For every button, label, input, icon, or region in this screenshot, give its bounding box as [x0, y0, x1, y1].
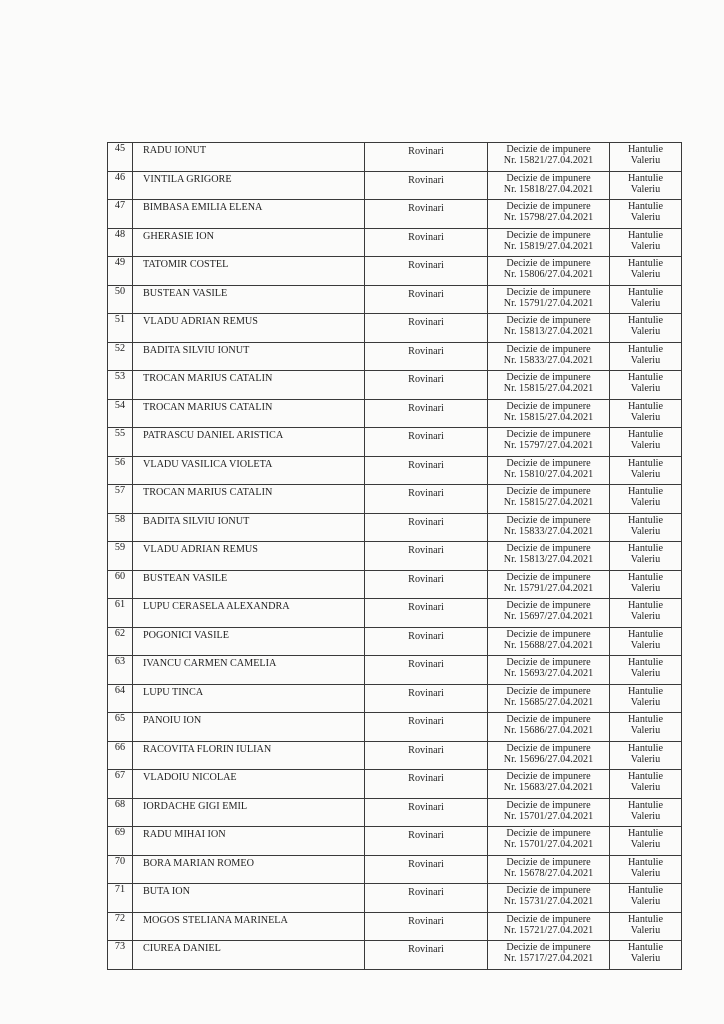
person-name: RADU IONUT	[133, 143, 365, 172]
decision-type: Decizie de impunere	[506, 600, 591, 611]
responsible-cell	[610, 912, 682, 941]
table-row	[108, 314, 682, 343]
decision-cell	[488, 912, 610, 941]
table-row	[108, 342, 682, 371]
person-name: TATOMIR COSTEL	[133, 257, 365, 286]
responsible-cell	[610, 770, 682, 799]
table-row	[108, 713, 682, 742]
decision-cell	[488, 371, 610, 400]
responsible-surname: Hantulie	[627, 628, 664, 640]
responsible-surname: Hantulie	[627, 856, 664, 868]
responsible-surname: Hantulie	[627, 600, 664, 611]
decision-number: Nr. 15683/27.04.2021	[503, 782, 594, 793]
person-name: BUSTEAN VASILE	[133, 285, 365, 314]
location: Rovinari	[365, 599, 488, 628]
decision-type: Decizie de impunere	[506, 771, 591, 782]
table-row	[108, 627, 682, 656]
responsible-surname: Hantulie	[627, 201, 664, 212]
responsible-given-name: Valeriu	[630, 668, 661, 679]
location: Rovinari	[365, 656, 488, 685]
decision-cell	[488, 228, 610, 257]
responsible-cell	[610, 485, 682, 514]
decision-number: Nr. 15696/27.04.2021	[503, 753, 594, 765]
responsible-cell	[610, 143, 682, 172]
decision-number: Nr. 15813/27.04.2021	[503, 326, 594, 337]
responsible-cell	[610, 827, 682, 856]
decision-cell	[488, 684, 610, 713]
decision-cell	[488, 656, 610, 685]
responsible-given-name: Valeriu	[630, 896, 661, 907]
responsible-given-name: Valeriu	[630, 383, 661, 394]
responsible-given-name: Valeriu	[630, 810, 661, 822]
row-number: 52	[108, 342, 133, 371]
decision-cell	[488, 285, 610, 314]
decision-cell	[488, 713, 610, 742]
records-table	[107, 142, 682, 970]
decision-type: Decizie de impunere	[506, 571, 591, 583]
responsible-given-name: Valeriu	[630, 782, 661, 793]
table-row	[108, 285, 682, 314]
person-name: VLADU ADRIAN REMUS	[133, 314, 365, 343]
person-name: BUTA ION	[133, 884, 365, 913]
location: Rovinari	[365, 855, 488, 884]
responsible-given-name: Valeriu	[630, 326, 661, 337]
responsible-surname: Hantulie	[627, 657, 664, 668]
decision-cell	[488, 627, 610, 656]
decision-number: Nr. 15721/27.04.2021	[503, 924, 594, 936]
responsible-surname: Hantulie	[627, 571, 664, 583]
responsible-cell	[610, 171, 682, 200]
decision-number: Nr. 15791/27.04.2021	[503, 297, 594, 309]
person-name: VLADOIU NICOLAE	[133, 770, 365, 799]
responsible-given-name: Valeriu	[630, 411, 661, 423]
decision-number: Nr. 15821/27.04.2021	[503, 155, 594, 166]
decision-cell	[488, 855, 610, 884]
table-row	[108, 941, 682, 970]
decision-type: Decizie de impunere	[506, 714, 591, 725]
decision-number: Nr. 15818/27.04.2021	[503, 183, 594, 195]
row-number: 46	[108, 171, 133, 200]
responsible-given-name: Valeriu	[630, 696, 661, 708]
responsible-cell	[610, 513, 682, 542]
responsible-given-name: Valeriu	[630, 297, 661, 309]
responsible-surname: Hantulie	[627, 543, 664, 554]
person-name: BORA MARIAN ROMEO	[133, 855, 365, 884]
table-row	[108, 770, 682, 799]
responsible-given-name: Valeriu	[630, 725, 661, 736]
location: Rovinari	[365, 456, 488, 485]
decision-type: Decizie de impunere	[506, 885, 591, 896]
responsible-cell	[610, 399, 682, 428]
responsible-cell	[610, 285, 682, 314]
decision-number: Nr. 15833/27.04.2021	[503, 525, 594, 537]
location: Rovinari	[365, 827, 488, 856]
person-name: POGONICI VASILE	[133, 627, 365, 656]
decision-number: Nr. 15806/27.04.2021	[503, 269, 594, 280]
decision-type: Decizie de impunere	[506, 657, 591, 668]
responsible-cell	[610, 741, 682, 770]
decision-number: Nr. 15717/27.04.2021	[503, 953, 594, 964]
decision-cell	[488, 399, 610, 428]
person-name: BADITA SILVIU IONUT	[133, 513, 365, 542]
responsible-surname: Hantulie	[627, 742, 664, 754]
decision-cell	[488, 599, 610, 628]
responsible-cell	[610, 228, 682, 257]
row-number: 48	[108, 228, 133, 257]
decision-type: Decizie de impunere	[506, 628, 591, 640]
responsible-given-name: Valeriu	[630, 582, 661, 594]
responsible-cell	[610, 371, 682, 400]
location: Rovinari	[365, 542, 488, 571]
location: Rovinari	[365, 627, 488, 656]
responsible-surname: Hantulie	[627, 885, 664, 896]
decision-type: Decizie de impunere	[506, 742, 591, 754]
person-name: TROCAN MARIUS CATALIN	[133, 371, 365, 400]
responsible-surname: Hantulie	[627, 172, 664, 184]
responsible-surname: Hantulie	[627, 486, 664, 497]
responsible-surname: Hantulie	[627, 144, 664, 155]
decision-cell	[488, 428, 610, 457]
location: Rovinari	[365, 314, 488, 343]
row-number: 61	[108, 599, 133, 628]
responsible-cell	[610, 599, 682, 628]
responsible-surname: Hantulie	[627, 372, 664, 383]
person-name: VINTILA GRIGORE	[133, 171, 365, 200]
decision-type: Decizie de impunere	[506, 543, 591, 554]
responsible-surname: Hantulie	[627, 258, 664, 269]
person-name: IVANCU CARMEN CAMELIA	[133, 656, 365, 685]
location: Rovinari	[365, 171, 488, 200]
decision-cell	[488, 741, 610, 770]
responsible-cell	[610, 314, 682, 343]
decision-cell	[488, 485, 610, 514]
location: Rovinari	[365, 570, 488, 599]
decision-type: Decizie de impunere	[506, 315, 591, 326]
person-name: RACOVITA FLORIN IULIAN	[133, 741, 365, 770]
responsible-given-name: Valeriu	[630, 924, 661, 936]
decision-type: Decizie de impunere	[506, 144, 591, 155]
row-number: 66	[108, 741, 133, 770]
responsible-given-name: Valeriu	[630, 354, 661, 366]
table-row	[108, 855, 682, 884]
location: Rovinari	[365, 200, 488, 229]
decision-type: Decizie de impunere	[506, 229, 591, 241]
location: Rovinari	[365, 228, 488, 257]
decision-number: Nr. 15833/27.04.2021	[503, 354, 594, 366]
table-row	[108, 912, 682, 941]
location: Rovinari	[365, 371, 488, 400]
location: Rovinari	[365, 770, 488, 799]
table-row	[108, 399, 682, 428]
location: Rovinari	[365, 342, 488, 371]
responsible-given-name: Valeriu	[630, 525, 661, 537]
table-row	[108, 684, 682, 713]
table-row	[108, 570, 682, 599]
responsible-cell	[610, 342, 682, 371]
decision-number: Nr. 15701/27.04.2021	[503, 839, 594, 850]
table-row	[108, 228, 682, 257]
row-number: 55	[108, 428, 133, 457]
row-number: 47	[108, 200, 133, 229]
decision-cell	[488, 200, 610, 229]
location: Rovinari	[365, 143, 488, 172]
responsible-surname: Hantulie	[627, 913, 664, 925]
row-number: 72	[108, 912, 133, 941]
decision-cell	[488, 143, 610, 172]
decision-number: Nr. 15819/27.04.2021	[503, 240, 594, 252]
responsible-surname: Hantulie	[627, 828, 664, 839]
responsible-cell	[610, 855, 682, 884]
decision-type: Decizie de impunere	[506, 372, 591, 383]
table-row	[108, 200, 682, 229]
responsible-given-name: Valeriu	[630, 212, 661, 223]
decision-cell	[488, 456, 610, 485]
row-number: 45	[108, 143, 133, 172]
decision-cell	[488, 513, 610, 542]
decision-number: Nr. 15731/27.04.2021	[503, 896, 594, 907]
decision-cell	[488, 941, 610, 970]
decision-cell	[488, 171, 610, 200]
responsible-given-name: Valeriu	[630, 839, 661, 850]
location: Rovinari	[365, 884, 488, 913]
row-number: 62	[108, 627, 133, 656]
decision-cell	[488, 570, 610, 599]
decision-cell	[488, 542, 610, 571]
person-name: CIUREA DANIEL	[133, 941, 365, 970]
person-name: LUPU TINCA	[133, 684, 365, 713]
decision-type: Decizie de impunere	[506, 913, 591, 925]
person-name: RADU MIHAI ION	[133, 827, 365, 856]
responsible-given-name: Valeriu	[630, 183, 661, 195]
location: Rovinari	[365, 741, 488, 770]
decision-type: Decizie de impunere	[506, 486, 591, 497]
responsible-cell	[610, 456, 682, 485]
decision-type: Decizie de impunere	[506, 400, 591, 412]
row-number: 58	[108, 513, 133, 542]
responsible-cell	[610, 884, 682, 913]
table-row	[108, 257, 682, 286]
row-number: 65	[108, 713, 133, 742]
location: Rovinari	[365, 912, 488, 941]
responsible-cell	[610, 542, 682, 571]
decision-number: Nr. 15813/27.04.2021	[503, 554, 594, 565]
person-name: BADITA SILVIU IONUT	[133, 342, 365, 371]
decision-type: Decizie de impunere	[506, 201, 591, 212]
decision-number: Nr. 15791/27.04.2021	[503, 582, 594, 594]
decision-number: Nr. 15810/27.04.2021	[503, 468, 594, 480]
responsible-given-name: Valeriu	[630, 639, 661, 651]
decision-type: Decizie de impunere	[506, 286, 591, 298]
decision-number: Nr. 15815/27.04.2021	[503, 383, 594, 394]
table-row	[108, 428, 682, 457]
responsible-surname: Hantulie	[627, 685, 664, 697]
decision-type: Decizie de impunere	[506, 343, 591, 355]
responsible-cell	[610, 684, 682, 713]
location: Rovinari	[365, 399, 488, 428]
responsible-surname: Hantulie	[627, 457, 664, 469]
responsible-cell	[610, 627, 682, 656]
decision-cell	[488, 342, 610, 371]
table-row	[108, 456, 682, 485]
location: Rovinari	[365, 798, 488, 827]
row-number: 73	[108, 941, 133, 970]
person-name: LUPU CERASELA ALEXANDRA	[133, 599, 365, 628]
responsible-surname: Hantulie	[627, 400, 664, 412]
decision-cell	[488, 257, 610, 286]
responsible-cell	[610, 656, 682, 685]
decision-cell	[488, 314, 610, 343]
row-number: 64	[108, 684, 133, 713]
decision-number: Nr. 15798/27.04.2021	[503, 212, 594, 223]
location: Rovinari	[365, 257, 488, 286]
person-name: MOGOS STELIANA MARINELA	[133, 912, 365, 941]
responsible-cell	[610, 713, 682, 742]
decision-type: Decizie de impunere	[506, 457, 591, 469]
responsible-given-name: Valeriu	[630, 554, 661, 565]
table-row	[108, 656, 682, 685]
responsible-surname: Hantulie	[627, 799, 664, 811]
decision-type: Decizie de impunere	[506, 258, 591, 269]
table-row	[108, 827, 682, 856]
row-number: 56	[108, 456, 133, 485]
table-row	[108, 513, 682, 542]
responsible-given-name: Valeriu	[630, 497, 661, 508]
table-row	[108, 371, 682, 400]
decision-number: Nr. 15678/27.04.2021	[503, 867, 594, 879]
decision-type: Decizie de impunere	[506, 856, 591, 868]
table-row	[108, 798, 682, 827]
decision-type: Decizie de impunere	[506, 172, 591, 184]
table-row	[108, 171, 682, 200]
person-name: BIMBASA EMILIA ELENA	[133, 200, 365, 229]
person-name: BUSTEAN VASILE	[133, 570, 365, 599]
responsible-cell	[610, 570, 682, 599]
responsible-given-name: Valeriu	[630, 440, 661, 451]
table-row	[108, 485, 682, 514]
responsible-surname: Hantulie	[627, 429, 664, 440]
person-name: GHERASIE ION	[133, 228, 365, 257]
location: Rovinari	[365, 513, 488, 542]
row-number: 67	[108, 770, 133, 799]
person-name: TROCAN MARIUS CATALIN	[133, 485, 365, 514]
table-row	[108, 143, 682, 172]
decision-number: Nr. 15693/27.04.2021	[503, 668, 594, 679]
decision-type: Decizie de impunere	[506, 514, 591, 526]
decision-type: Decizie de impunere	[506, 828, 591, 839]
decision-number: Nr. 15815/27.04.2021	[503, 411, 594, 423]
row-number: 53	[108, 371, 133, 400]
person-name: IORDACHE GIGI EMIL	[133, 798, 365, 827]
responsible-surname: Hantulie	[627, 514, 664, 526]
location: Rovinari	[365, 941, 488, 970]
responsible-cell	[610, 941, 682, 970]
responsible-given-name: Valeriu	[630, 867, 661, 879]
decision-number: Nr. 15797/27.04.2021	[503, 440, 594, 451]
table-row	[108, 542, 682, 571]
row-number: 71	[108, 884, 133, 913]
row-number: 60	[108, 570, 133, 599]
row-number: 69	[108, 827, 133, 856]
location: Rovinari	[365, 428, 488, 457]
responsible-surname: Hantulie	[627, 315, 664, 326]
row-number: 63	[108, 656, 133, 685]
records-table-body	[108, 143, 682, 970]
decision-number: Nr. 15688/27.04.2021	[503, 639, 594, 651]
responsible-given-name: Valeriu	[630, 953, 661, 964]
decision-cell	[488, 827, 610, 856]
decision-cell	[488, 770, 610, 799]
responsible-cell	[610, 428, 682, 457]
decision-cell	[488, 884, 610, 913]
responsible-given-name: Valeriu	[630, 468, 661, 480]
row-number: 70	[108, 855, 133, 884]
decision-type: Decizie de impunere	[506, 799, 591, 811]
row-number: 68	[108, 798, 133, 827]
decision-type: Decizie de impunere	[506, 429, 591, 440]
responsible-given-name: Valeriu	[630, 269, 661, 280]
row-number: 54	[108, 399, 133, 428]
decision-number: Nr. 15697/27.04.2021	[503, 611, 594, 622]
responsible-given-name: Valeriu	[630, 753, 661, 765]
person-name: VLADU ADRIAN REMUS	[133, 542, 365, 571]
row-number: 49	[108, 257, 133, 286]
person-name: VLADU VASILICA VIOLETA	[133, 456, 365, 485]
table-row	[108, 884, 682, 913]
responsible-given-name: Valeriu	[630, 155, 661, 166]
responsible-surname: Hantulie	[627, 942, 664, 953]
decision-type: Decizie de impunere	[506, 942, 591, 953]
responsible-surname: Hantulie	[627, 229, 664, 241]
location: Rovinari	[365, 485, 488, 514]
responsible-given-name: Valeriu	[630, 611, 661, 622]
decision-cell	[488, 798, 610, 827]
responsible-surname: Hantulie	[627, 286, 664, 298]
decision-number: Nr. 15701/27.04.2021	[503, 810, 594, 822]
decision-type: Decizie de impunere	[506, 685, 591, 697]
responsible-cell	[610, 798, 682, 827]
person-name: TROCAN MARIUS CATALIN	[133, 399, 365, 428]
table-row	[108, 741, 682, 770]
decision-number: Nr. 15685/27.04.2021	[503, 696, 594, 708]
decision-number: Nr. 15815/27.04.2021	[503, 497, 594, 508]
decision-number: Nr. 15686/27.04.2021	[503, 725, 594, 736]
row-number: 57	[108, 485, 133, 514]
person-name: PATRASCU DANIEL ARISTICA	[133, 428, 365, 457]
responsible-given-name: Valeriu	[630, 240, 661, 252]
responsible-surname: Hantulie	[627, 771, 664, 782]
location: Rovinari	[365, 285, 488, 314]
location: Rovinari	[365, 713, 488, 742]
responsible-surname: Hantulie	[627, 343, 664, 355]
person-name: PANOIU ION	[133, 713, 365, 742]
responsible-cell	[610, 257, 682, 286]
row-number: 51	[108, 314, 133, 343]
table-row	[108, 599, 682, 628]
location: Rovinari	[365, 684, 488, 713]
row-number: 59	[108, 542, 133, 571]
responsible-surname: Hantulie	[627, 714, 664, 725]
row-number: 50	[108, 285, 133, 314]
responsible-cell	[610, 200, 682, 229]
